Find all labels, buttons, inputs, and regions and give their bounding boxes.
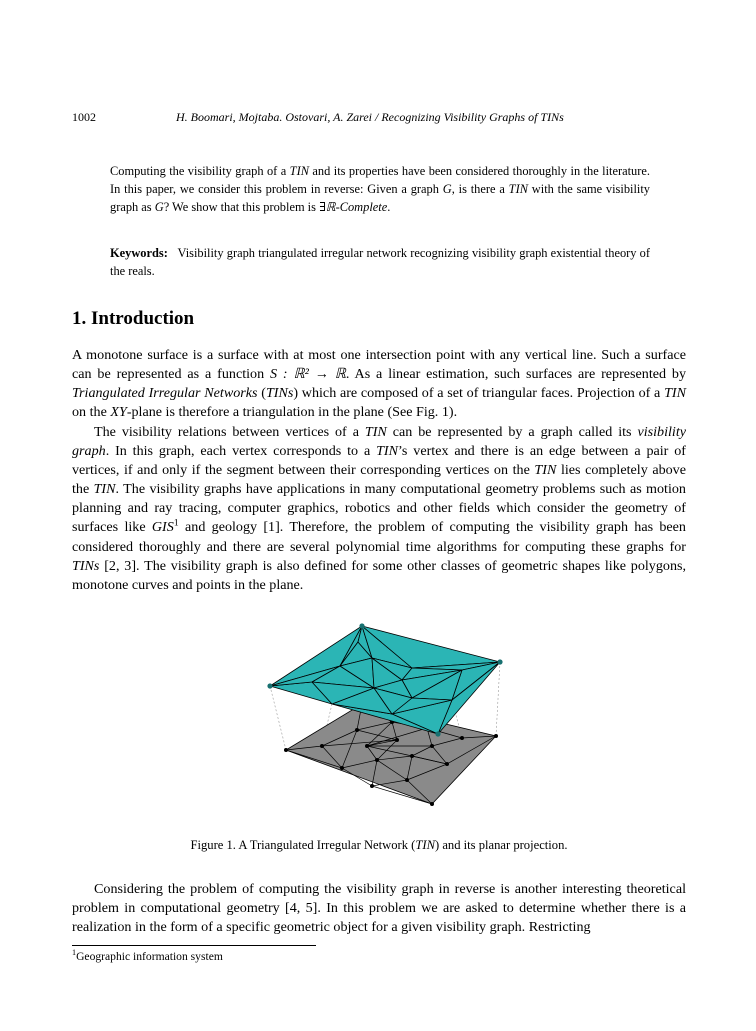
projection-vertex — [340, 766, 344, 770]
projection-vertex — [355, 728, 359, 732]
abstract: Computing the visibility graph of a TIN and its properties have been considered thoroughly in the literature. In this paper, we consider this problem in reverse: Given a graph G, is there a TIN with the same visibility graph as G? We show that this problem is ∃ℝ-Complete. — [110, 164, 650, 214]
projection-vertex — [460, 736, 464, 740]
keywords-label: Keywords: — [110, 246, 168, 260]
projection-vertex — [430, 744, 434, 748]
projection-vertex — [445, 762, 449, 766]
footnote-rule — [72, 945, 316, 946]
tin-vertex — [267, 683, 272, 688]
running-title: H. Boomari, Mojtaba. Ostovari, A. Zarei / Recognizing Visibility Graphs of TINs — [176, 110, 564, 124]
projection-vertex — [405, 778, 409, 782]
projection-vertex — [375, 758, 379, 762]
projection-line — [496, 662, 500, 736]
figure-caption: Figure 1. A Triangulated Irregular Network (TIN) and its planar projection. — [190, 838, 568, 852]
tin-figure — [262, 618, 506, 816]
projection-vertex — [410, 754, 414, 758]
tin-vertex — [359, 623, 364, 628]
intro-paragraph-2: The visibility relations between vertices of a TIN can be represented by a graph called its visibility graph. In this graph, each vertex corresponds to a TIN’s vertex and there is an edge between a pair of vertices, if and only if the segment between their corresponding vertices on the TIN lies completely above the TIN. The visibility graphs have applications in many computational geometry problems such as motion planning and ray tracing, computer graphics, robotics and other fields which consider the geometry of surfaces like GIS$^1$ and geology [1]. Therefore, the problem of computing the visibility graph has been considered thoroughly and there are several polynomial time algorithms for computing these graphs for TINs [2, 3]. The visibility graph is also defined for some other classes of geometric shapes like polygons, monotone curves and points in the plane. — [72, 424, 687, 593]
projection-vertex — [494, 734, 498, 738]
projection-vertex — [370, 784, 374, 788]
section-title: 1. Introduction — [72, 308, 195, 329]
keywords — [110, 244, 650, 280]
tin-vertex — [435, 731, 440, 736]
intro-paragraph-3: Considering the problem of computing the visibility graph in reverse is another interesting theoretical problem in computational geometry [4, 5]. In this problem we are asked to determine whether there is a realization in the form of a specific geometric object for a given visibility graph. Restricting — [72, 881, 686, 936]
projection-vertex — [284, 748, 288, 752]
projection-vertex — [395, 738, 399, 742]
tin-vertex — [497, 659, 502, 664]
page-number: 1002 — [72, 110, 96, 124]
tin-surface — [270, 626, 500, 734]
projection-vertex — [430, 802, 434, 806]
footnote: $^1$Geographic information system — [72, 948, 223, 963]
projection-vertex — [320, 744, 324, 748]
projection-vertex — [365, 744, 369, 748]
keywords-text: Visibility graph triangulated irregular network recognizing visibility graph existential theory of the reals. — [110, 246, 651, 278]
projection-line — [270, 686, 286, 750]
footnote-marker: 1 — [173, 517, 179, 529]
intro-paragraph-1: A monotone surface is a surface with at most one intersection point with any vertical line. Such a surface can be represented as a function S : ℝ² → ℝ. As a linear estimation, such surfaces are represented by Triangulated Irregular Networks (TINs) which are composed of a set of triangular faces. Projection of a TIN on the XY-plane is therefore a triangulation in the plane (See Fig. 1). — [72, 347, 686, 421]
